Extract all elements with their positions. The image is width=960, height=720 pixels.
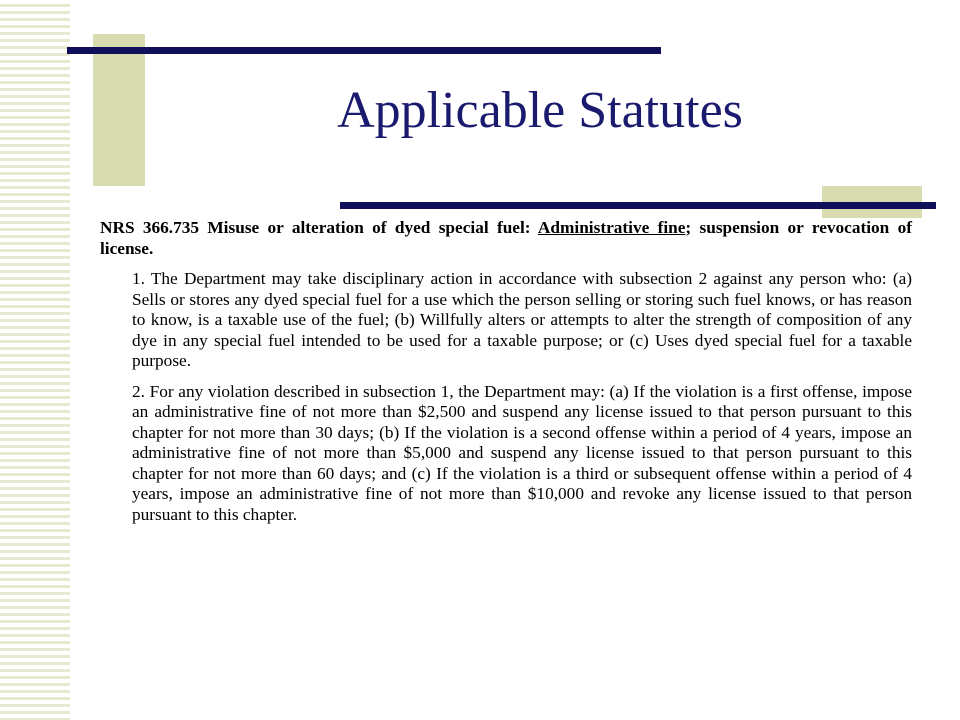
- statute-heading-prefix: NRS 366.735 Misuse or alteration of dyed special fuel:: [100, 218, 538, 237]
- statute-heading-suffix: ; suspension or revocation of license.: [100, 218, 912, 258]
- statute-heading: [100, 218, 912, 259]
- decorative-stripe-band: [0, 0, 70, 720]
- statute-heading-underlined: Administrative fine: [537, 218, 686, 237]
- statute-paragraph-2: 2. For any violation described in subsection 1, the Department may: (a) If the violation is a first offense, impose an administrative fine of not more than $2,500 and suspend any license issued to that person pursuant to this chapter for not more than 30 days; (b) If the violation is a second offense within a period of 4 years, impose an administrative fine of not more than $5,000 and suspend any license issued to that person pursuant to this chapter for not more than 60 days; and (c) If the violation is a third or subsequent offense within a period of 4 years, impose an administrative fine of not more than $10,000 and revoke any license issued to that person pursuant to this chapter.: [132, 381, 912, 524]
- decorative-top-rule: [67, 47, 661, 54]
- decorative-olive-bar: [93, 34, 145, 186]
- statute-paragraph-1: 1. The Department may take disciplinary action in accordance with subsection 2 against any person who: (a) Sells or stores any dyed special fuel for a use which the person selling or storing such fuel knows, or has reason to know, is a taxable use of the fuel; (b) Willfully alters or attempts to alter the strength of composition of any dye in any special fuel intended to be used for a taxable purpose; or (c) Uses dyed special fuel for a taxable purpose.: [132, 269, 912, 370]
- statute-content: [100, 218, 912, 535]
- decorative-title-rule: [340, 202, 936, 209]
- slide-title: Applicable Statutes: [337, 82, 743, 139]
